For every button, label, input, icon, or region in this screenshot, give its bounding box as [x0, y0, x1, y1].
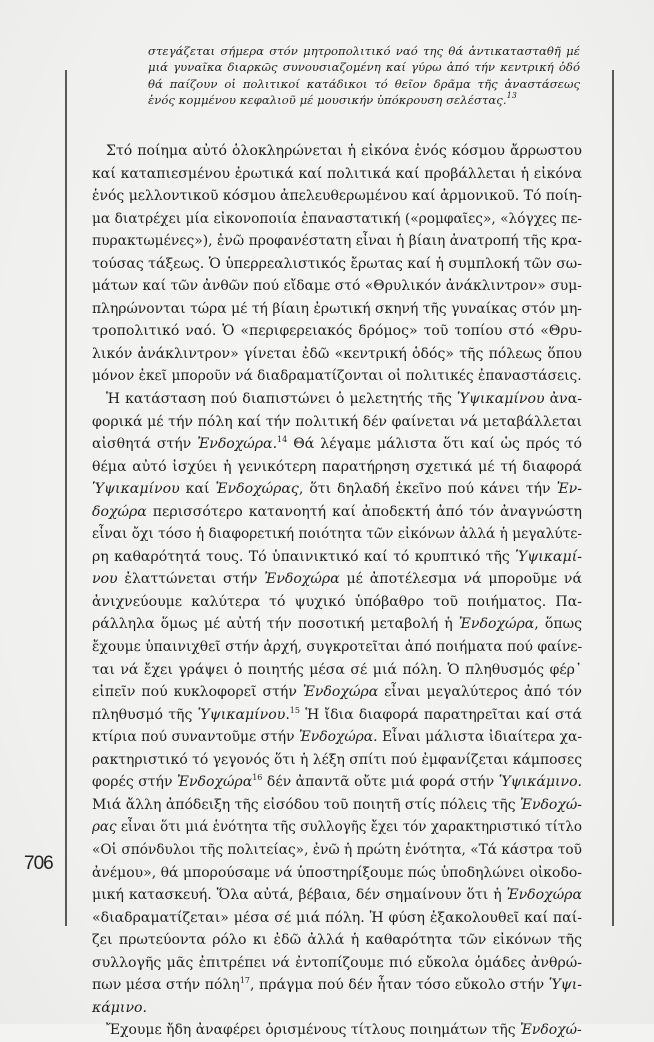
text-run: εἶναι ὅτι μιά ἑνότητα τῆς συλλογῆς ἔχει τόν χαρακτηριστικό τίτλο	[116, 819, 582, 836]
footnote-ref: 17	[239, 976, 250, 986]
footnote-ref: 13	[506, 90, 517, 100]
italic-title: Ἐνδοχώρα.	[298, 729, 378, 746]
text-line	[92, 907, 582, 930]
text-run: κτίρια πού συναντοῦμε στήν	[92, 729, 299, 746]
text-run: ἔχουμε ὑπαινιχθεῖ στήν ἀρχή, συγκροτεῖται ἀπό ποιήματα πού φαίνε-	[92, 639, 583, 656]
text-run: μόνον ἐκεῖ μποροῦν νά διαδραματίζονται οἱ πολιτικές ἐπαναστάσεις.	[92, 368, 582, 385]
text-line	[92, 478, 582, 501]
text-run: μάτων καί τῶν ἀνθῶν πού εἴδαμε στό «Θρυλικόν ἀνάκλιντρον» συμ-	[92, 278, 582, 295]
text-line	[92, 659, 582, 682]
text-line	[92, 636, 582, 659]
text-line	[92, 411, 582, 434]
text-run: εἰπεῖν πού κυκλοφορεῖ στήν	[92, 684, 303, 701]
text-line	[92, 839, 582, 862]
quote-line: στεγάζεται σήμερα στόν μητροπολιτικό ναό της θά ἀντικατασταθῆ μέ	[148, 44, 580, 58]
text-line	[92, 816, 582, 839]
text-run: πληθυσμό τῆς	[92, 706, 198, 723]
text-run: τούσας τάξεως. Ὁ ὑπερρεαλιστικός ἔρωτας καί ἡ συμπλοκή τῶν σω-	[92, 255, 582, 272]
text-run: ράλληλα ὅμως μέ αὐτή τήν ποσοτική μεταβολή ἡ	[92, 616, 459, 633]
text-run: «Οἱ σπόνδυλοι τῆς πολιτείας», ἐνῶ ἡ πρώτη ἑνότητα, «Τά κάστρα τοῦ	[92, 841, 582, 858]
text-run: πων μέσα στήν πόλη	[92, 977, 240, 994]
text-run: καί καταπιεσμένου ἐρωτικά καί πολιτικά καί προβάλλεται ἡ εἰκόνα	[92, 165, 582, 182]
text-run: , πράγμα πού δέν ἦταν τόσο εὔκολο στήν	[250, 977, 549, 994]
text-line	[92, 546, 582, 569]
text-line	[92, 974, 582, 997]
text-run: ἀνέμου», θά μπορούσαμε νά ὑποστηρίξουμε πώς ὑποδηλώνει οἰκοδο-	[92, 864, 582, 881]
italic-title: Ὑψικάμινο.	[498, 774, 582, 791]
text-run: συλλογῆς μᾶς ἐπιτρέπει νά ἐντοπίζουμε πιό εὔκολα ὁμάδες ἀνθρώ-	[92, 954, 582, 971]
italic-title: Ἐνδοχώρα	[458, 616, 535, 633]
text-line	[92, 208, 582, 231]
italic-title: Ὑψικαμίνου	[197, 706, 286, 723]
italic-title: Ὑψικαμί-	[515, 548, 582, 565]
text-run: Ἔχουμε ἤδη ἀναφέρει ὁρισμένους τίτλους ποιημάτων τῆς	[106, 1022, 520, 1039]
paragraph	[92, 140, 582, 388]
text-line	[92, 591, 582, 614]
text-run: λικόν ἀνάκλιντρον» γίνεται ἐδῶ «κεντρική ὁδός» τῆς πόλεως ὅπου	[92, 345, 582, 362]
text-line	[92, 749, 582, 772]
text-run: ται νά ἔχει γράψει ὁ ποιητής μέσα σέ μιά πόλη. Ὁ πληθυσμός φέρ᾽	[92, 661, 582, 678]
quote-line: μιά γυναῖκα διαρκῶς συνουσιαζομένη καί γύρω ἀπό τήν κεντρική ὁδό	[148, 60, 580, 75]
footnote-ref: 16	[252, 773, 263, 783]
text-line	[92, 501, 582, 524]
text-run: «διαδραματίζεται» μέσα σέ μιά πόλη. Ἡ φύση ἐξακολουθεῖ καί παί-	[92, 909, 582, 926]
text-line	[92, 681, 582, 704]
text-run: ρακτηριστικό τό γεγονός ὅτι ἡ λέξη σπίτι πού ἐμφανίζεται κάμποσες	[92, 751, 582, 768]
text-line	[92, 568, 582, 591]
text-line	[92, 298, 582, 321]
italic-title: Ἐνδοχώρα	[177, 774, 253, 791]
text-run: μική κατασκευή. Ὅλα αὐτά, βέβαια, δέν σημαίνουν ὅτι ἡ	[92, 887, 507, 904]
page-number: 706	[24, 853, 53, 874]
text-line	[92, 365, 582, 388]
footnote-ref: 15	[289, 705, 300, 715]
text-run: δέν ἀπαντᾶ οὔτε μιά φορά στήν	[262, 774, 499, 791]
quote-text: ἑνός κομμένου κεφαλιοῦ μέ μουσικήν ὑπόκρουση σελέστας.	[148, 92, 507, 107]
text-run: εἶναι μεγαλύτερος ἀπό τόν	[378, 684, 582, 701]
text-run: , ὅτι δηλαδή ἐκεῖνο πού κάνει τήν	[298, 481, 557, 498]
text-run: , ὅπως	[534, 616, 582, 633]
text-run: ἑνός μελλοντικοῦ κόσμου ἀπελευθερωμένου καί ἁρμονικοῦ. Τό ποίη-	[92, 188, 582, 205]
text-run: Στό ποίημα αὐτό ὁλοκληρώνεται ἡ εἰκόνα ἑνός κόσμου ἄρρωστου	[106, 143, 582, 159]
text-run: φορές στήν	[92, 774, 178, 791]
text-line	[92, 140, 582, 163]
text-line	[92, 163, 582, 186]
text-run: εἶναι ὄχι τόσο ἡ διαφορετική ποιότητα τῶν εἰκόνων ἀλλά ἡ μεγαλύτε-	[92, 526, 582, 543]
text-run: καί	[179, 481, 216, 498]
footnote-ref: 14	[277, 435, 288, 445]
right-margin-rule	[612, 70, 614, 926]
left-margin-rule	[65, 70, 67, 926]
text-line	[92, 230, 582, 253]
text-run: Μιά ἄλλη ἀπόδειξη τῆς εἰσόδου τοῦ ποιητῆ στίς πόλεις τῆς	[92, 796, 521, 813]
text-run: θέμα αὐτό ἰσχύει ἡ γενικότερη παρατήρηση σχετικά μέ τή διαφορά	[92, 458, 582, 475]
text-run: μέ ἀποτέλεσμα νά μποροῦμε νά	[339, 571, 582, 588]
text-line	[92, 862, 582, 885]
text-run: ἀνα-	[544, 391, 582, 408]
text-run: Ἡ ἴδια διαφορά παρατηρεῖται καί στά	[299, 706, 582, 723]
text-line	[92, 253, 582, 276]
text-line	[92, 388, 582, 411]
text-line	[92, 726, 582, 749]
text-run: τροπολιτικό ναό. Ὁ «περιφερειακός δρόμος» τοῦ τοπίου στό «Θρυ-	[92, 323, 582, 340]
text-line	[92, 343, 582, 366]
italic-title: νου	[92, 571, 118, 588]
italic-title: κάμινο.	[92, 999, 147, 1016]
body-text	[92, 140, 582, 1042]
text-run: μα διατρέχει μία εἰκονοποιία ἐπαναστατική («ρομφαῖες», «λόγχες πε-	[92, 210, 582, 227]
italic-title: Ἐνδοχώ-	[520, 796, 582, 813]
italic-title: Ὑψικαμίνου	[456, 391, 545, 408]
italic-title: Ἐνδοχώρα	[264, 571, 340, 588]
text-line	[92, 433, 582, 456]
text-run: ρη καθαρότητά τους. Τό ὑπαινικτικό καί τό κρυπτικό τῆς	[92, 548, 516, 565]
italic-title: Ἐνδοχώ-	[520, 1022, 582, 1039]
text-line	[92, 275, 582, 298]
text-line	[92, 456, 582, 479]
text-line	[92, 704, 582, 727]
text-run: ζει πρωτεύοντα ρόλο κι ἐδῶ ἀλλά ἡ καθαρότητα τῶν εἰκόνων τῆς	[92, 932, 582, 949]
text-line	[92, 794, 582, 817]
italic-title: Ὑψικαμίνου	[92, 481, 180, 498]
text-line	[92, 771, 582, 794]
text-line	[92, 929, 582, 952]
text-line	[92, 997, 582, 1020]
italic-title: δοχώρα	[92, 503, 147, 520]
text-line	[92, 952, 582, 975]
text-line	[92, 613, 582, 636]
text-run: πυρακτωμένες»), ἐνῶ προφανέστατη εἶναι ἡ βίαιη ἀνατροπή τῆς κρα-	[92, 233, 582, 250]
italic-title: Ἐν-	[556, 481, 582, 498]
block-quote	[148, 43, 580, 108]
text-run: ἀνιχνεύουμε καλύτερα τό ψυχικό ὑπόβαθρο τοῦ ποιήματος. Πα-	[92, 593, 582, 610]
quote-line-last	[148, 92, 580, 108]
italic-title: Ἐνδοχώρα	[302, 684, 379, 701]
text-line	[92, 523, 582, 546]
text-run: .	[285, 706, 290, 723]
text-run: φορικά μέ τήν πόλη καί τήν πολιτική δέν φαίνεται νά μεταβάλλεται	[92, 413, 582, 430]
text-line	[92, 884, 582, 907]
italic-title: Ἐνδοχώρα.	[197, 436, 278, 453]
text-run: ἐλαττώνεται στήν	[117, 571, 265, 588]
text-line	[92, 185, 582, 208]
quote-line: θά παίζουν οἱ πολιτικοί κατάδικοι τό θεῖον δρᾶμα τῆς ἀναστάσεως	[148, 76, 580, 91]
text-line	[92, 1019, 582, 1042]
text-run: Εἶναι μάλιστα ἰδιαίτερα χα-	[377, 729, 583, 746]
text-run: Θά λέγαμε μάλιστα ὅτι καί ὡς πρός τό	[287, 436, 583, 453]
italic-title: Ὑψι-	[548, 977, 582, 994]
paragraph	[92, 1019, 582, 1042]
paragraph	[92, 388, 582, 1019]
italic-title: ρας	[92, 819, 117, 836]
text-run: αἰσθητά στήν	[92, 436, 198, 453]
italic-title: Ἐνδοχώρα	[506, 887, 582, 904]
text-run: περισσότερο κατανοητή καί ἀποδεκτή ἀπό τόν ἀναγνώστη	[146, 503, 582, 520]
text-run: Ἡ κατάσταση πού διαπιστώνει ὁ μελετητής τῆς	[106, 391, 457, 408]
italic-title: Ἐνδοχώρας	[215, 481, 299, 498]
text-run: πληρώνονται τώρα μέ τή βίαιη ἐρωτική σκηνή τῆς γυναίκας στόν μη-	[92, 300, 582, 317]
text-line	[92, 320, 582, 343]
